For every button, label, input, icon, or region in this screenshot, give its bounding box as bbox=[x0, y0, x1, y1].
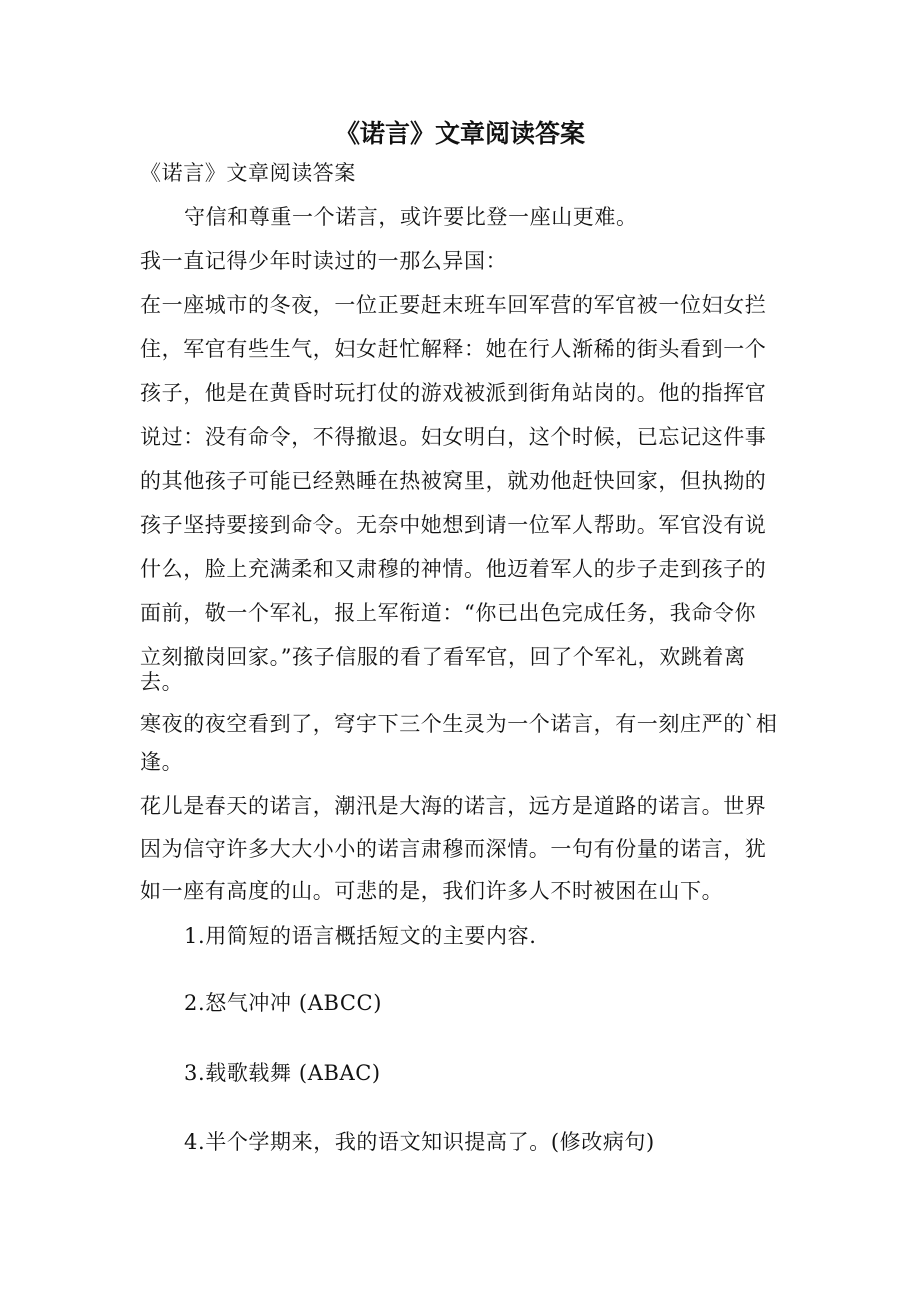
paragraph-line: 面前，敬一个军礼，报上军衔道：“你已出色完成任务，我命令你 bbox=[140, 601, 757, 625]
paragraph-line: 孩子，他是在黄昏时玩打仗的游戏被派到街角站岗的。他的指挥官 bbox=[140, 381, 767, 405]
paragraph-line: 守信和尊重一个诺言，或许要比登一座山更难。 bbox=[184, 205, 638, 229]
paragraph-line: 如一座有高度的山。可悲的是，我们许多人不时被困在山下。 bbox=[140, 879, 724, 903]
paragraph-line: 的其他孩子可能已经熟睡在热被窝里，就劝他赶快回家，但执拗的 bbox=[140, 469, 767, 493]
paragraph-line: 孩子坚持要接到命令。无奈中她想到请一位军人帮助。军官没有说 bbox=[140, 513, 767, 537]
paragraph-line: 立刻撤岗回家。”孩子信服的看了看军官，回了个军礼，欢跳着离 bbox=[140, 645, 746, 669]
document-title: 《诺言》文章阅读答案 bbox=[334, 119, 585, 148]
question-4: 4.半个学期来，我的语文知识提高了。(修改病句) bbox=[184, 1130, 655, 1154]
paragraph-line: 什么，脸上充满柔和又肃穆的神情。他迈着军人的步子走到孩子的 bbox=[140, 557, 767, 581]
question-3: 3.载歌载舞 (ABAC) bbox=[184, 1061, 381, 1085]
paragraph-line: 逢。 bbox=[140, 750, 184, 774]
paragraph-line: 花儿是春天的诺言，潮汛是大海的诺言，远方是道路的诺言。世界 bbox=[140, 794, 767, 818]
question-2: 2.怒气冲冲 (ABCC) bbox=[184, 991, 383, 1015]
paragraph-line: 我一直记得少年时读过的一那么异国： bbox=[140, 249, 508, 273]
question-1: 1.用简短的语言概括短文的主要内容. bbox=[184, 924, 537, 948]
paragraph-line: 在一座城市的冬夜，一位正要赶末班车回军营的军官被一位妇女拦 bbox=[140, 293, 767, 317]
document-subtitle: 《诺言》文章阅读答案 bbox=[140, 161, 356, 185]
paragraph-line: 寒夜的夜空看到了，穹宇下三个生灵为一个诺言，有一刻庄严的`相 bbox=[140, 712, 778, 736]
paragraph-line: 住，军官有些生气，妇女赶忙解释：她在行人渐稀的街头看到一个 bbox=[140, 337, 767, 361]
paragraph-line: 去。 bbox=[140, 670, 184, 694]
paragraph-line: 因为信守许多大大小小的诺言肃穆而深情。一句有份量的诺言，犹 bbox=[140, 837, 767, 861]
paragraph-line: 说过：没有命令，不得撤退。妇女明白，这个时候，已忘记这件事 bbox=[140, 425, 767, 449]
